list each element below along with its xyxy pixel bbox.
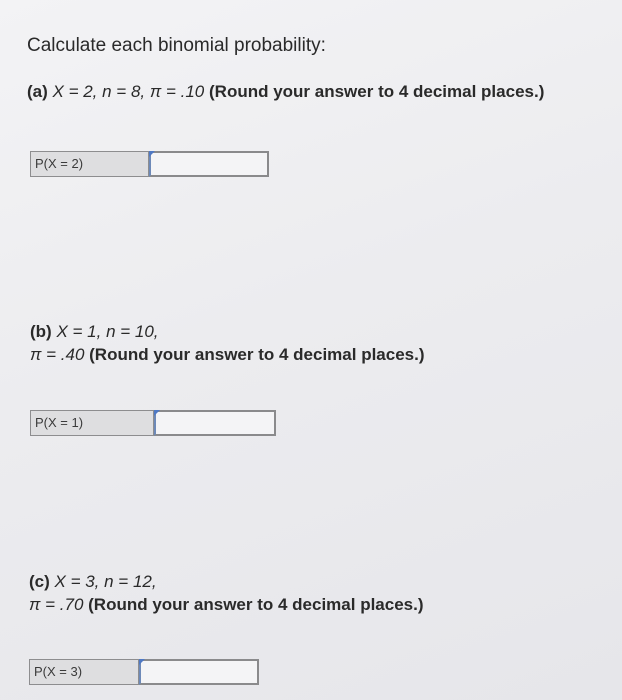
question-title: Calculate each binomial probability:: [27, 35, 326, 56]
part-a-answer-input[interactable]: [149, 151, 269, 177]
part-b-parameters: X = 1, n = 10,: [56, 322, 159, 341]
part-a-parameters: X = 2, n = 8, π = .10: [52, 82, 205, 101]
part-b-answer-row: [30, 410, 276, 436]
part-c-answer-input[interactable]: [139, 659, 259, 685]
part-c-parameters: X = 3, n = 12,: [54, 572, 157, 591]
part-b-letter: (b): [30, 322, 52, 341]
part-a-answer-row: [30, 151, 269, 177]
part-c-answer-label: P(X = 3): [29, 659, 139, 685]
input-marker-icon: [149, 151, 155, 157]
part-b-instruction: (Round your answer to 4 decimal places.): [89, 345, 425, 364]
part-c-line-1: [29, 570, 424, 593]
part-c-prompt: [29, 570, 424, 616]
part-c-pi-value: π = .70: [29, 595, 84, 614]
part-c-instruction: (Round your answer to 4 decimal places.): [88, 595, 424, 614]
part-b-answer-wrap: [154, 410, 276, 436]
part-b-answer-label: P(X = 1): [30, 410, 154, 436]
part-a-instruction: (Round your answer to 4 decimal places.): [209, 82, 545, 101]
part-a-answer-label: P(X = 2): [30, 151, 149, 177]
part-b-prompt: [30, 320, 425, 366]
part-c-answer-wrap: [139, 659, 259, 685]
part-a-prompt: [27, 80, 544, 103]
part-b-line-1: [30, 320, 425, 343]
part-a-letter: (a): [27, 82, 48, 101]
part-b-answer-input[interactable]: [154, 410, 276, 436]
part-c-letter: (c): [29, 572, 50, 591]
part-b-line-2: [30, 343, 425, 366]
input-marker-icon: [139, 659, 145, 665]
input-marker-icon: [154, 410, 160, 416]
part-a-answer-wrap: [149, 151, 269, 177]
part-b-pi-value: π = .40: [30, 345, 85, 364]
part-c-answer-row: [29, 659, 259, 685]
part-c-line-2: [29, 593, 424, 616]
